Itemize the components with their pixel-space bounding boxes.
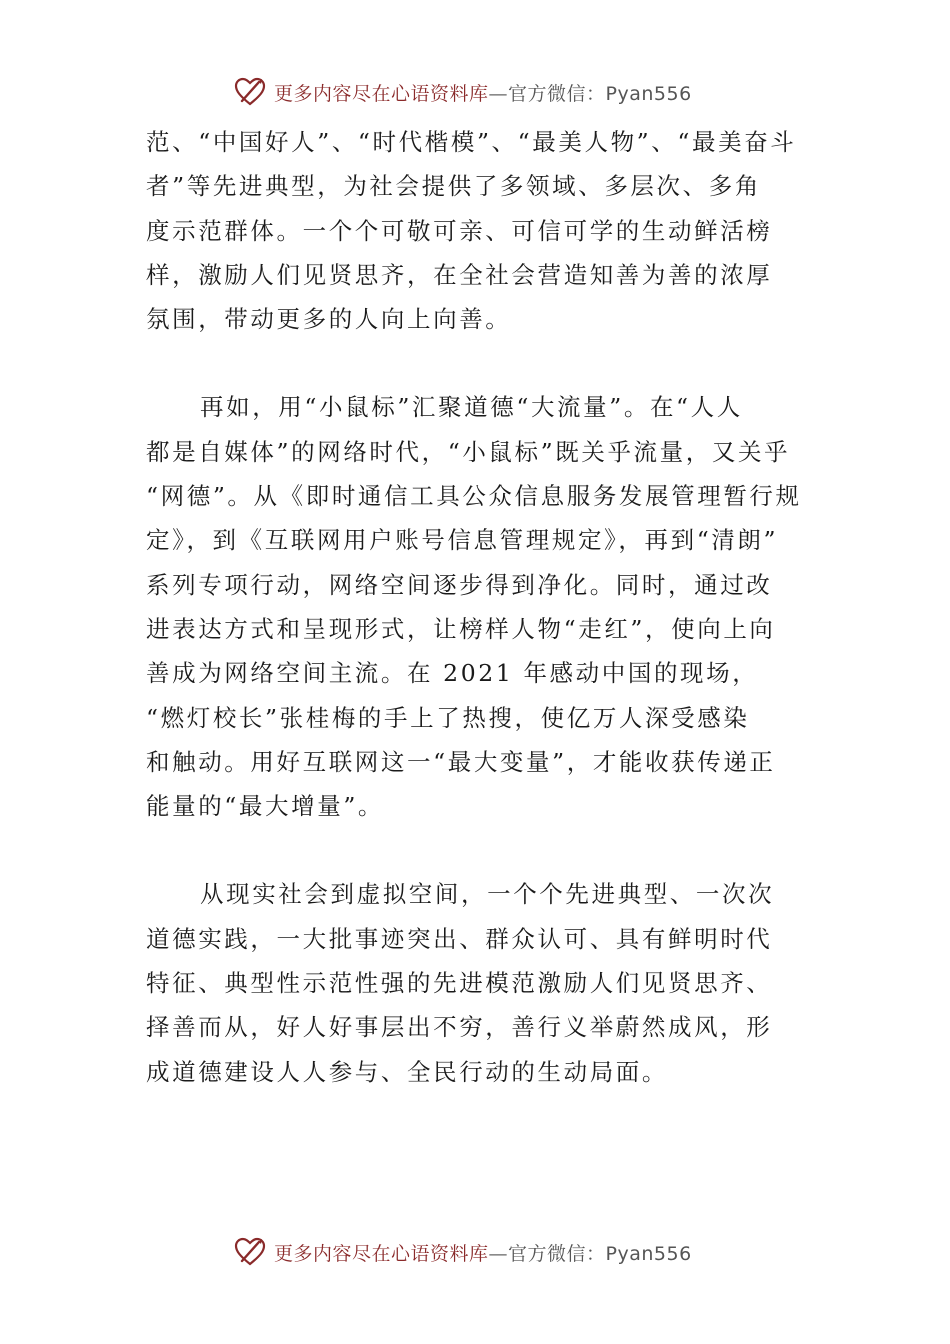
document-body — [146, 120, 808, 1094]
text-line: 进表达方式和呈现形式，让榜样人物“走红”，使向上向 — [146, 614, 776, 643]
text-line: 善成为网络空间主流。在 2021 年感动中国的现场， — [146, 659, 759, 688]
paragraph-2 — [146, 385, 808, 828]
heart-quill-icon — [232, 74, 268, 110]
text-line: 成道德建设人人参与、全民行动的生动局面。 — [146, 1057, 668, 1086]
text-line: 系列专项行动，网络空间逐步得到净化。同时，通过改 — [146, 570, 773, 599]
text-line: 者”等先进典型，为社会提供了多领域、多层次、多角 — [146, 172, 761, 201]
paragraph-1 — [146, 120, 808, 341]
watermark-wechat: 官方微信：Pyan556 — [508, 82, 692, 105]
text-line: 都是自媒体”的网络时代，“小鼠标”既关乎流量，又关乎 — [146, 437, 791, 466]
footer-watermark — [232, 1232, 692, 1272]
paragraph-gap — [146, 341, 808, 385]
text-line: 定》，到《互联网用户账号信息管理规定》，再到“清朗” — [146, 526, 779, 555]
text-line: 从现实社会到虚拟空间，一个个先进典型、一次次 — [200, 880, 775, 909]
text-line: 择善而从，好人好事层出不穷，善行义举蔚然成风，形 — [146, 1013, 773, 1042]
text-line: 道德实践，一大批事迹突出、群众认可、具有鲜明时代 — [146, 924, 773, 953]
text-line: 样，激励人们见贤思齐，在全社会营造知善为善的浓厚 — [146, 260, 773, 289]
text-line: 范、“中国好人”、“时代楷模”、“最美人物”、“最美奋斗 — [146, 128, 797, 156]
paragraph-3 — [146, 872, 808, 1093]
text-line: 特征、典型性示范性强的先进模范激励人们见贤思齐、 — [146, 969, 773, 998]
text-line: 再如，用“小鼠标”汇聚道德“大流量”。在“人人 — [200, 393, 743, 422]
paragraph-gap — [146, 828, 808, 872]
text-line: “燃灯校长”张桂梅的手上了热搜，使亿万人深受感染 — [146, 703, 750, 732]
text-line: 度示范群体。一个个可敬可亲、可信可学的生动鲜活榜 — [146, 216, 773, 245]
text-line: 能量的“最大增量”。 — [146, 792, 385, 821]
heart-quill-icon — [232, 1234, 268, 1270]
text-line: “网德”。从《即时通信工具公众信息服务发展管理暂行规 — [146, 482, 802, 511]
watermark-wechat: 官方微信：Pyan556 — [508, 1242, 692, 1265]
text-line: 氛围，带动更多的人向上向善。 — [146, 305, 512, 334]
watermark-separator: — — [488, 1242, 509, 1265]
watermark-brand: 更多内容尽在心语资料库 — [274, 82, 489, 105]
text-line: 和触动。用好互联网这一“最大变量”，才能收获传递正 — [146, 747, 776, 776]
header-watermark — [232, 72, 692, 112]
watermark-brand: 更多内容尽在心语资料库 — [274, 1242, 489, 1265]
watermark-separator: — — [488, 82, 509, 105]
